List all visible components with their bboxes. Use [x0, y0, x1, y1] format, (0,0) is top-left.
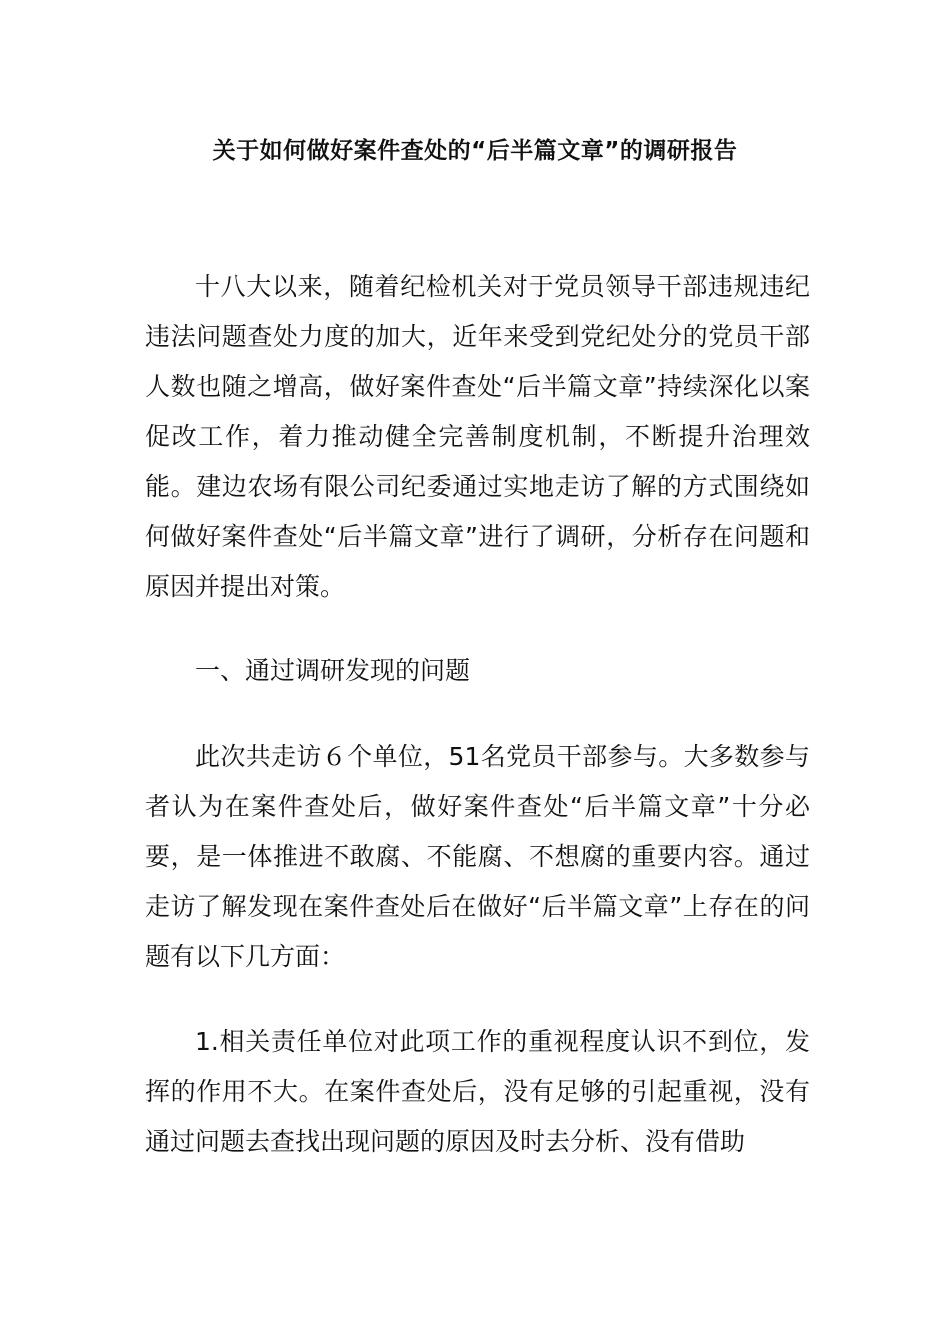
document-title: 关于如何做好案件查处的“后半篇文章”的调研报告: [212, 138, 738, 164]
section-heading-problems: 一、通过调研发现的问题: [195, 656, 471, 685]
problem-1-paragraph: 1.相关责任单位对此项工作的重视程度认识不到位，发挥的作用不大。在案件查处后，没有足够的引起重视，没有通过问题去查找出现问题的原因及时去分析、没有借助: [145, 1027, 810, 1156]
intro-paragraph: 十八大以来，随着纪检机关对于党员领导干部违规违纪违法问题查处力度的加大，近年来受到党纪处分的党员干部人数也随之增高，做好案件查处“后半篇文章”持续深化以案促改工作，着力推动健全完善制度机制，不断提升治理效能。建边农场有限公司纪委通过实地走访了解的方式围绕如何做好案件查处“后半篇文章”进行了调研，分析存在问题和原因并提出对策。: [145, 272, 810, 601]
survey-paragraph: 此次共走访６个单位，51名党员干部参与。大多数参与者认为在案件查处后，做好案件查处“后半篇文章”十分必要，是一体推进不敢腐、不能腐、不想腐的重要内容。通过走访了解发现在案件查处后在做好“后半篇文章”上存在的问题有以下几方面：: [145, 742, 810, 971]
